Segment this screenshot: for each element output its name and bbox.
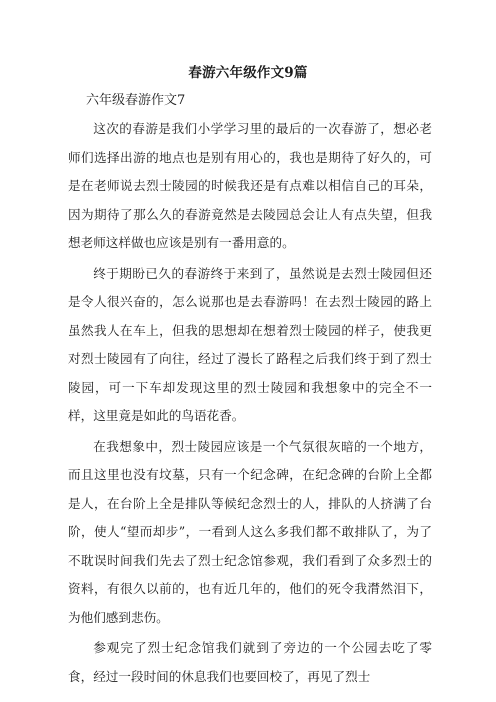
- paragraph-4: 参观完了烈士纪念馆我们就到了旁边的一个公园去吃了零食，经过一段时间的休息我们也要回校了，再见了烈士: [68, 640, 432, 684]
- document-title: 春游六年级作文9篇: [188, 65, 308, 81]
- paragraph-1: 这次的春游是我们小学学习里的最后的一次春游了，想必老师们选择出游的地点也是别有用心的，我也是期待了好久的，可是在老师说去烈士陵园的时候我还是有点难以相信自己的耳朵，因为期待了那么久的春游竟然是去陵园总会让人有点失望，但我想老师这样做也应该是别有一番用意的。: [68, 121, 432, 250]
- section-heading: 六年级春游作文7: [86, 93, 186, 108]
- paragraph-3: 在我想象中，烈士陵园应该是一个气氛很灰暗的一个地方，而且这里也没有坟墓，只有一个纪念碑，在纪念碑的台阶上全都是人，在台阶上全是排队等候纪念烈士的人，排队的人挤满了台阶，使人“望而却步”，一看到人这么多我们都不敢排队了，为了不耽误时间我们先去了烈士纪念馆参观，我们看到了众多烈士的资料，有很久以前的，也有近几年的，他们的死令我潸然泪下，为他们感到悲伤。: [68, 438, 432, 625]
- paragraph-2: 终于期盼已久的春游终于来到了，虽然说是去烈士陵园但还是令人很兴奋的，怎么说那也是去春游吗！在去烈士陵园的路上虽然我人在车上，但我的思想却在想着烈士陵园的样子，使我更对烈士陵园有了向往，经过了漫长了路程之后我们终于到了烈士陵园，可一下车却发现这里的烈士陵园和我想象中的完全不一样，这里竟是如此的鸟语花香。: [68, 265, 432, 423]
- document-body: [68, 115, 432, 693]
